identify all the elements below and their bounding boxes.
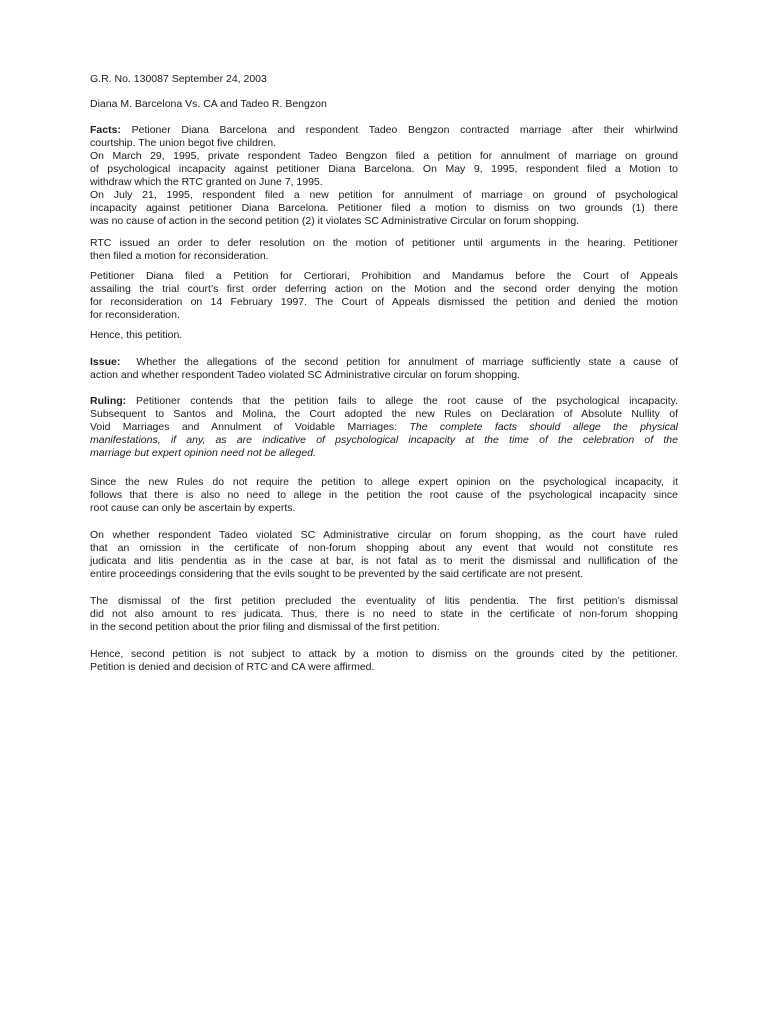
- facts-label: Facts:: [90, 124, 121, 136]
- facts-paragraph: [90, 124, 678, 228]
- text-line: Petitioner Diana filed a Petition for Certiorari, Prohibition and Mandamus before the Court of Appeals: [90, 270, 678, 282]
- ruling-experts-paragraph: [90, 476, 678, 515]
- text-line: On whether respondent Tadeo violated SC Administrative circular on forum shopping, as the court have ruled: [90, 529, 678, 541]
- disposition-paragraph: [90, 648, 678, 674]
- ruling-paragraph: [90, 395, 678, 460]
- issue-paragraph: [90, 356, 678, 382]
- text-line: The dismissal of the first petition precluded the eventuality of litis pendentia. The first petition’s dismissal: [90, 595, 678, 607]
- text-line: On March 29, 1995, private respondent Tadeo Bengzon filed a petition for annulment of marriage on ground: [90, 150, 678, 162]
- rule-quote-text: marriage but expert opinion need not be alleged.: [90, 447, 316, 459]
- text-line: courtship. The union begot five children.: [90, 137, 277, 149]
- text-line: [90, 356, 678, 369]
- text-line: Since the new Rules do not require the petition to allege expert opinion on the psychological incapacity, it: [90, 476, 678, 488]
- ruling-litis-pendentia-paragraph: [90, 595, 678, 634]
- text-line: assailing the trial court’s first order deferring action on the Motion and the second order denying the motion: [90, 283, 678, 295]
- text-line: Hence, this petition.: [90, 329, 183, 341]
- text-line: judicata and litis pendentia as in the case at bar, is not fatal as to merit the dismissal and nullification of the: [90, 555, 678, 567]
- rule-quote-text: manifestations, if any, as are indicative of psychological incapacity at the time of the celebration of the: [90, 434, 678, 446]
- case-number-block: [90, 73, 678, 86]
- text-line: action and whether respondent Tadeo violated SC Administrative circular on forum shopping.: [90, 369, 520, 381]
- text-line: in the second petition about the prior filing and dismissal of the first petition.: [90, 621, 440, 633]
- text-line: root cause can only be ascertain by experts.: [90, 502, 296, 514]
- text-line: of psychological incapacity against petitioner Diana Barcelona. On May 9, 1995, respondent filed a Motion to: [90, 163, 678, 175]
- rule-quote-text: The complete facts should allege the physical: [409, 421, 678, 433]
- facts-hence-paragraph: [90, 329, 678, 342]
- facts-appeal-paragraph: [90, 270, 678, 322]
- facts-rtc-paragraph: [90, 237, 678, 263]
- text-line: [90, 395, 678, 408]
- issue-label: Issue:: [90, 356, 121, 368]
- text-line: Hence, second petition is not subject to attack by a motion to dismiss on the grounds cited by the petitioner.: [90, 648, 678, 660]
- text-line: withdraw which the RTC granted on June 7, 1995.: [90, 176, 323, 188]
- line-text: Petioner Diana Barcelona and respondent Tadeo Bengzon contracted marriage after their whirlwind: [131, 124, 678, 136]
- line-text: Petitioner contends that the petition fails to allege the root cause of the psychological incapacity.: [136, 395, 678, 407]
- case-title-block: [90, 98, 678, 111]
- text-line: Subsequent to Santos and Molina, the Court adopted the new Rules on Declaration of Absolute Nullity of: [90, 408, 678, 420]
- line-text: Void Marriages and Annulment of Voidable Marriages:: [90, 421, 398, 433]
- text-line: Petition is denied and decision of RTC and CA were affirmed.: [90, 661, 375, 673]
- ruling-label: Ruling:: [90, 395, 127, 407]
- case-title: Diana M. Barcelona Vs. CA and Tadeo R. Bengzon: [90, 98, 327, 110]
- text-line: RTC issued an order to defer resolution on the motion of petitioner until arguments in the hearing. Petitioner: [90, 237, 678, 249]
- text-line: [90, 421, 678, 434]
- text-line: follows that there is also no need to allege in the petition the root cause of the psychological incapacity since: [90, 489, 678, 501]
- text-line: [90, 124, 678, 137]
- line-text: Whether the allegations of the second petition for annulment of marriage sufficiently state a cause of: [136, 356, 678, 368]
- text-line: incapacity against petitioner Diana Barcelona. Petitioner filed a motion to dismiss on two grounds (1) there: [90, 202, 678, 214]
- case-number: G.R. No. 130087 September 24, 2003: [90, 73, 267, 85]
- text-line: for reconsideration.: [90, 309, 180, 321]
- text-line: On July 21, 1995, respondent filed a new petition for annulment of marriage on ground of psychological: [90, 189, 678, 201]
- text-line: that an omission in the certificate of non-forum shopping about any event that would not constitute res: [90, 542, 678, 554]
- text-line: was no cause of action in the second petition (2) it violates SC Administrative Circular on forum shopping.: [90, 215, 580, 227]
- text-line: then filed a motion for reconsideration.: [90, 250, 269, 262]
- ruling-forum-shopping-paragraph: [90, 529, 678, 581]
- text-line: for reconsideration on 14 February 1997. The Court of Appeals dismissed the petition and denied the motion: [90, 296, 678, 308]
- text-line: entire proceedings considering that the evils sought to be prevented by the said certificate are not present.: [90, 568, 584, 580]
- text-line: did not also amount to res judicata. Thus, there is no need to state in the certificate of non-forum shopping: [90, 608, 678, 620]
